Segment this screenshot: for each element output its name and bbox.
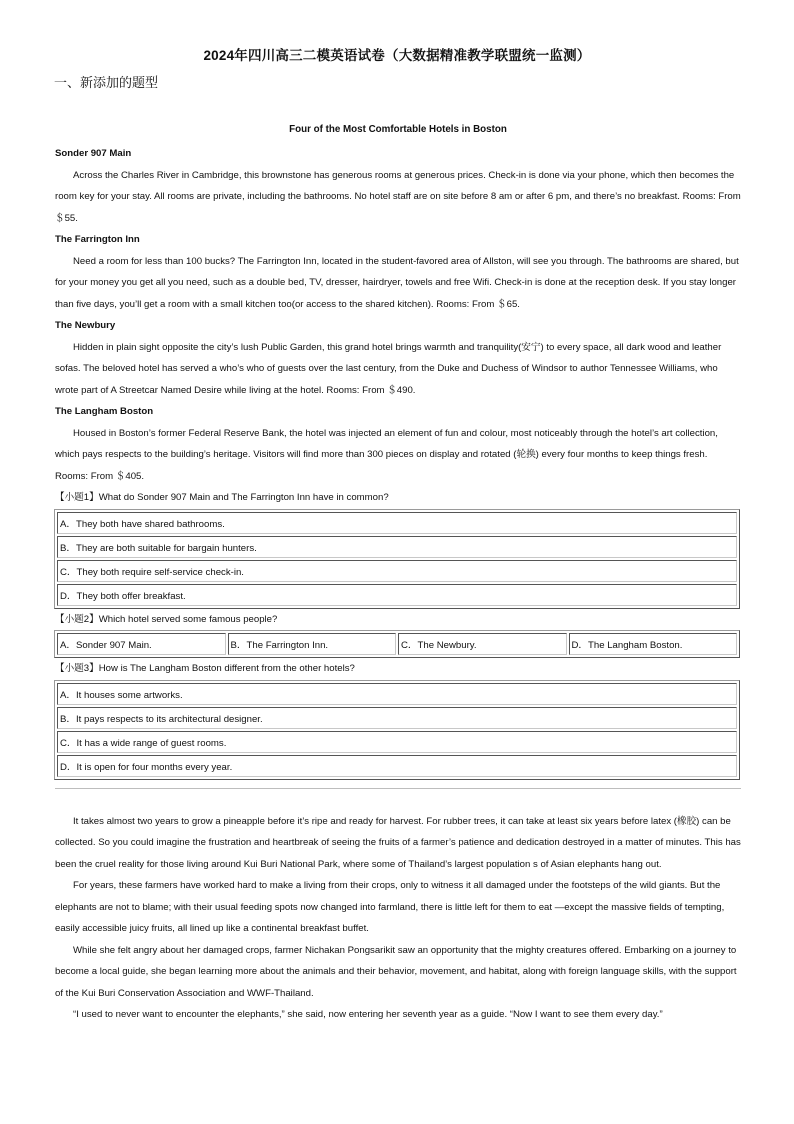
- option-b[interactable]: B．It pays respects to its architectural designer.: [57, 707, 737, 729]
- hotel-section: [55, 143, 741, 229]
- option-c[interactable]: C．The Newbury.: [398, 633, 567, 655]
- paragraph: “I used to never want to encounter the elephants,” she said, now entering her seventh year as a guide. “Now I want to see them every day.”: [73, 1009, 663, 1020]
- hotel-section: [55, 315, 741, 401]
- option-c[interactable]: C．They both require self-service check-in.: [57, 560, 737, 582]
- paragraph: For years, these farmers have worked hard to make a living from their crops, only to witness it all damaged under the footsteps of the wild giants. But the elephants are not to blame; with their usual feeding spots now changed into farmland, there is little left for them to eat —except the massive fields of tempting, easily accessible juicy fruits, all lined up like a continental breakfast buffet.: [55, 880, 725, 934]
- section-divider: [55, 788, 741, 789]
- question-stem: 【小题2】Which hotel served some famous people?: [55, 613, 278, 625]
- hotel-section: [55, 401, 741, 487]
- document-title: 2024年四川高三二模英语试卷（大数据精准教学联盟统一监测）: [203, 48, 591, 63]
- option-a[interactable]: A．Sonder 907 Main.: [57, 633, 226, 655]
- hotel-description: Across the Charles River in Cambridge, this brownstone has generous rooms at generous prices. Check-in is done via your phone, which then becomes the room key for your stay. All rooms are private, including the bathrooms. No hotel staff are on site before 8 am or after 6 pm, and there’s no breakfast. Rooms: From ＄55.: [55, 169, 741, 224]
- option-d[interactable]: D．The Langham Boston.: [569, 633, 738, 655]
- option-d[interactable]: D．They both offer breakfast.: [57, 584, 737, 606]
- paragraph: It takes almost two years to grow a pineapple before it’s ripe and ready for harvest. For rubber trees, it can take at least six years before latex (橡胶) can be collected. So you could imagine the frustration and heartbreak of seeing the fruits of a farmer’s patience and dedication destroyed in a matter of minutes. This has been the cruel reality for those living around Kui Buri National Park, where some of Thailand’s largest population s of Asian elephants hang out.: [55, 815, 741, 870]
- hotel-name: The Langham Boston: [55, 406, 154, 417]
- hotel-description: Housed in Boston’s former Federal Reserve Bank, the hotel was injected an element of fun and colour, most noticeably through the hotel’s art collection, which pays respects to the building’s heritage. Visitors will find more than 300 pieces on display and rotated (轮换) every four months to keep things fresh. Rooms: From ＄405.: [55, 427, 718, 482]
- hotel-section: [55, 229, 741, 315]
- passage-two: [55, 811, 741, 1026]
- passage-title: Four of the Most Comfortable Hotels in Boston: [289, 124, 507, 135]
- options-table: [54, 509, 740, 609]
- option-d[interactable]: D．It is open for four months every year.: [57, 755, 737, 777]
- options-table: [54, 630, 740, 658]
- question-stem: 【小题1】What do Sonder 907 Main and The Farrington Inn have in common?: [55, 492, 389, 503]
- option-a[interactable]: A．They both have shared bathrooms.: [57, 512, 737, 534]
- hotel-description: Hidden in plain sight opposite the city’s lush Public Garden, this grand hotel brings warmth and tranquility(安宁) to every space, all dark wood and leather sofas. The beloved hotel has served a who’s who of guests over the last century, from the Duke and Duchess of Windsor to author Tennessee Williams, who wrote part of A Streetcar Named Desire while living at the hotel. Rooms: From ＄490.: [55, 341, 722, 396]
- option-b[interactable]: B．They are both suitable for bargain hunters.: [57, 536, 737, 558]
- option-c[interactable]: C．It has a wide range of guest rooms.: [57, 731, 737, 753]
- document-body: [55, 121, 741, 1026]
- option-a[interactable]: A．It houses some artworks.: [57, 683, 737, 705]
- hotel-name: The Newbury: [55, 320, 116, 331]
- hotel-description: Need a room for less than 100 bucks? The Farrington Inn, located in the student-favored area of Allston, will see you through. The bathrooms are shared, but for your money you get all you need, such as a double bed, TV, dresser, hairdryer, towels and free Wifi. Check-in is done at the reception desk. If you stay longer than five days, you’ll get a room with a small kitchen too(or access to the shared kitchen). Rooms: From ＄65.: [55, 255, 739, 310]
- hotel-name: Sonder 907 Main: [55, 148, 132, 159]
- section-title: 一、新添加的题型: [54, 75, 159, 90]
- option-b[interactable]: B．The Farrington Inn.: [228, 633, 397, 655]
- options-table: [54, 680, 740, 780]
- hotel-name: The Farrington Inn: [55, 234, 140, 245]
- paragraph: While she felt angry about her damaged crops, farmer Nichakan Pongsarikit saw an opportunity that the mighty creatures offered. Embarking on a journey to become a local guide, she began learning more about the animals and their behavior, movement, and habitat, along with foreign language skills, with the support of the Kui Buri Conservation Association and WWF-Thailand.: [55, 944, 737, 999]
- question-stem: 【小题3】How is The Langham Boston different from the other hotels?: [55, 663, 355, 674]
